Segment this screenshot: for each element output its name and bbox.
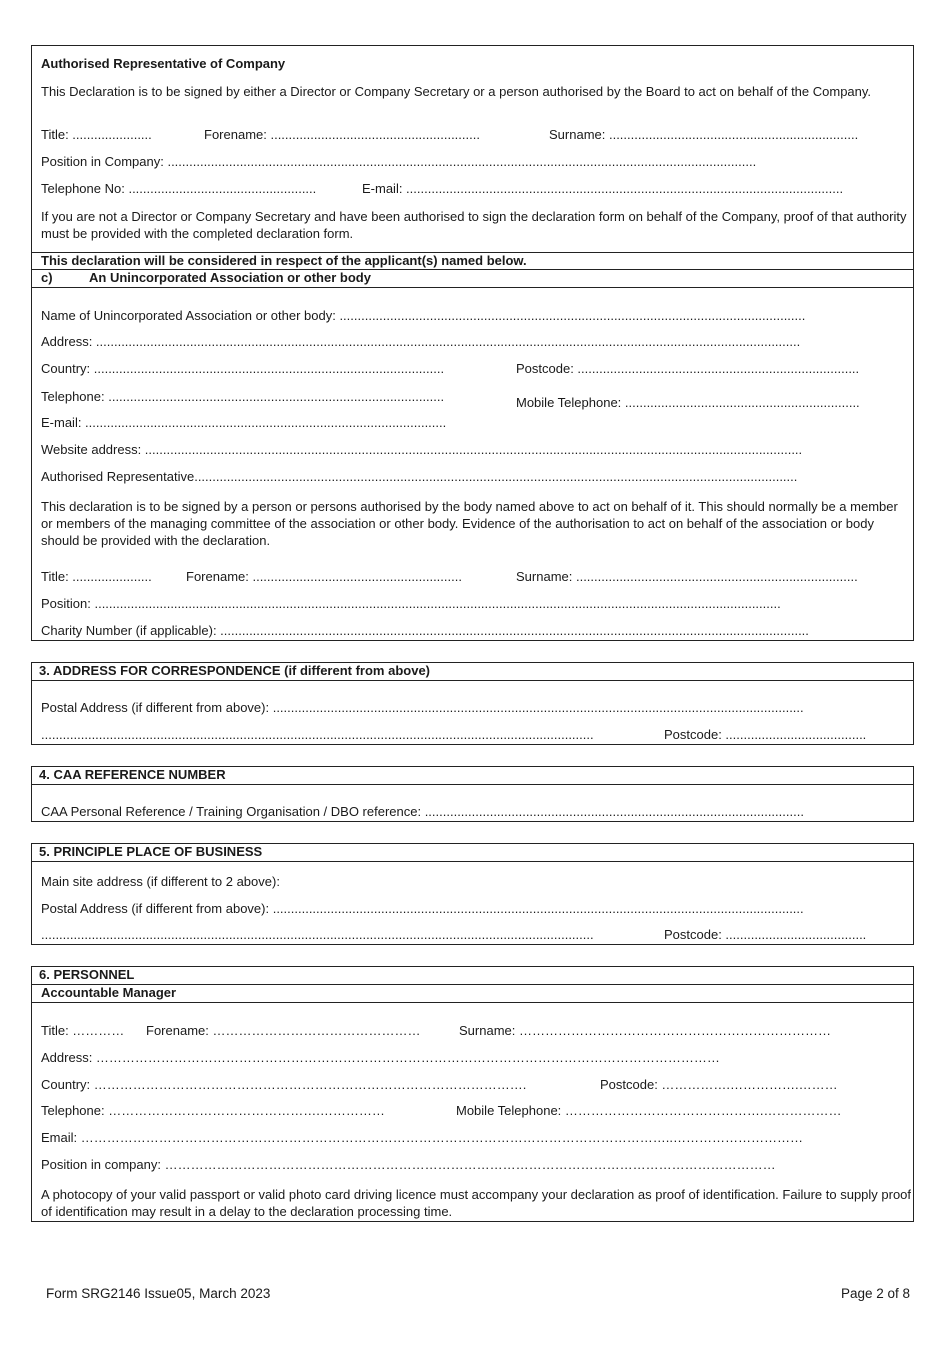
title-field[interactable]: Title: ………… [41, 1023, 125, 1038]
postal-address-field[interactable]: Postal Address (if different from above): ................................................................................................................................................... [41, 700, 804, 715]
charity-number-field[interactable]: Charity Number (if applicable): ................................................................................................................................................................... [41, 623, 809, 638]
postcode-field[interactable]: Postcode: .............................................................................. [516, 361, 860, 376]
postcode-field[interactable]: Postcode: ....................................... [664, 727, 867, 742]
divider [31, 680, 914, 681]
mobile-telephone-field[interactable]: Mobile Telephone: ................................................................. [516, 395, 860, 410]
divider [31, 287, 914, 288]
section-4-heading: 4. CAA REFERENCE NUMBER [39, 767, 226, 782]
caa-reference-field[interactable]: CAA Personal Reference / Training Organisation / DBO reference: ......................................................................................................... [41, 804, 804, 819]
position-field[interactable]: Position: .............................................................................................................................................................................................. [41, 596, 781, 611]
authorised-representative-field[interactable]: Authorised Representative....................................................................................................................................................................... [41, 469, 798, 484]
main-site-address-label: Main site address (if different to 2 above): [41, 874, 280, 889]
telephone-field[interactable]: Telephone: ………………………………………….…………… [41, 1103, 385, 1118]
postal-address-line-2[interactable]: ......................................................................................................................................................... [41, 727, 594, 742]
section-5-heading: 5. PRINCIPLE PLACE OF BUSINESS [39, 844, 263, 859]
form-reference: Form SRG2146 Issue05, March 2023 [46, 1286, 271, 1301]
auth-rep-paragraph: This Declaration is to be signed by either a Director or Company Secretary or a person authorised by the Board to act on behalf of the Company. [41, 84, 872, 99]
email-field[interactable]: E-mail: ......................................................................................................................... [362, 181, 844, 196]
section-6-box [31, 966, 914, 1222]
address-field[interactable]: Address: ……………………………………………………………………………………………………………………………… [41, 1050, 720, 1065]
email-field[interactable]: E-mail: .................................................................................................... [41, 415, 447, 430]
surname-field[interactable]: Surname: .............................................................................. [516, 569, 858, 584]
country-field[interactable]: Country: ………………………………………………………………………………………. [41, 1077, 527, 1092]
website-address-field[interactable]: Website address: ...................................................................................................................................................................................... [41, 442, 803, 457]
position-in-company-field[interactable]: Position in Company: ................................................................................................................................................................... [41, 154, 757, 169]
subsection-c-title: An Unincorporated Association or other body [89, 270, 371, 285]
country-field[interactable]: Country: ................................................................................................. [41, 361, 445, 376]
postcode-field[interactable]: Postcode: ....................................... [664, 927, 867, 942]
telephone-field[interactable]: Telephone: ............................................................................................. [41, 389, 445, 404]
section-3-heading: 3. ADDRESS FOR CORRESPONDENCE (if different from above) [39, 663, 431, 678]
divider [31, 1002, 914, 1003]
section-6-heading: 6. PERSONNEL [39, 967, 135, 982]
body-authorisation-paragraph: This declaration is to be signed by a person or persons authorised by the body named above to act on behalf of it. This should normally be a member or members of the managing committee of the association or other body. Evidence of the authorisation to act on behalf of the association or body should be provided with the declaration. [41, 499, 898, 548]
mobile-telephone-field[interactable]: Mobile Telephone: ……………………………………….……………… [456, 1103, 842, 1118]
accountable-manager-heading: Accountable Manager [41, 985, 177, 1000]
proof-of-authority-paragraph: If you are not a Director or Company Secretary and have been authorised to sign the declaration form on behalf of the Company, proof of that authority must be provided with the completed declaration form. [41, 209, 907, 241]
postal-address-line-2[interactable]: ......................................................................................................................................................... [41, 927, 594, 942]
email-field[interactable]: Email: ………………………………………………………………………………………………………………………..………………………… [41, 1130, 803, 1145]
divider [31, 861, 914, 862]
declaration-note: This declaration will be considered in respect of the applicant(s) named below. [41, 253, 527, 268]
title-field[interactable]: Title: ...................... [41, 569, 152, 584]
subsection-c-label: c) [41, 270, 53, 285]
forename-field[interactable]: Forename: .......................................................... [204, 127, 480, 142]
divider [31, 784, 914, 785]
forename-field[interactable]: Forename: .......................................................... [186, 569, 462, 584]
address-field[interactable]: Address: ................................................................................................................................................................................................... [41, 334, 801, 349]
surname-field[interactable]: Surname: ……………………………………………………………… [459, 1023, 831, 1038]
telephone-no-field[interactable]: Telephone No: .................................................... [41, 181, 317, 196]
proof-of-identification-paragraph: A photocopy of your valid passport or valid photo card driving licence must accompany your declaration as proof of identification. Failure to supply proof of identification may result in a delay to the declaration processing time. [41, 1187, 912, 1219]
auth-rep-heading: Authorised Representative of Company [41, 56, 286, 71]
association-name-field[interactable]: Name of Unincorporated Association or other body: ................................................................................................................................. [41, 308, 806, 323]
postcode-field[interactable]: Postcode: …………….…………….……… [600, 1077, 838, 1092]
position-in-company-field[interactable]: Position in company: …………………………………………………………………………………………………………………………… [41, 1157, 776, 1172]
forename-field[interactable]: Forename: ………………………………………… [146, 1023, 421, 1038]
postal-address-field[interactable]: Postal Address (if different from above): ................................................................................................................................................... [41, 901, 804, 916]
title-field[interactable]: Title: ...................... [41, 127, 152, 142]
page-number: Page 2 of 8 [840, 1286, 910, 1301]
surname-field[interactable]: Surname: ..................................................................... [549, 127, 859, 142]
